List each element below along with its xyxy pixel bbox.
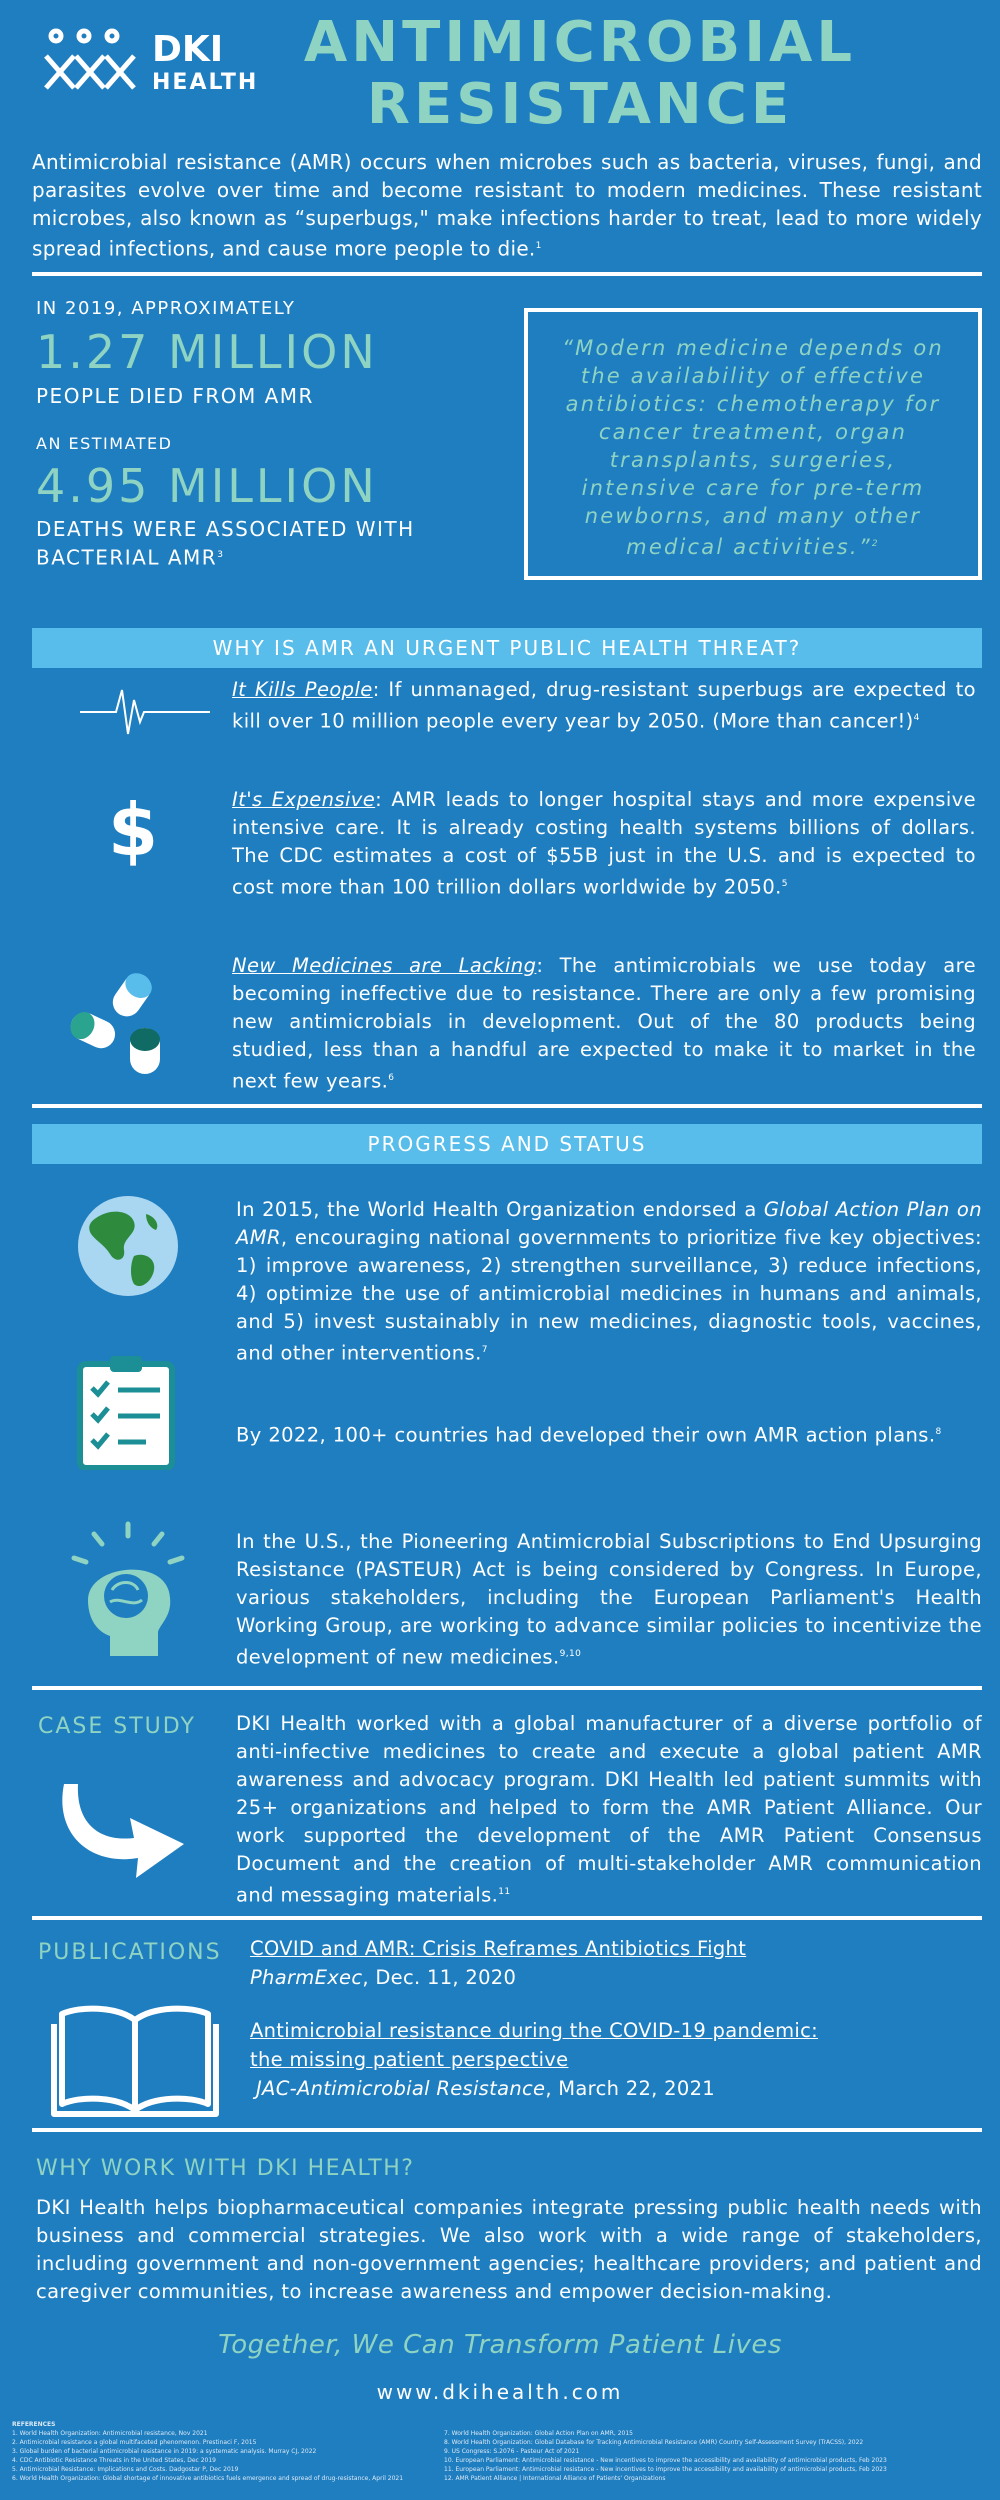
reference-item: 1. World Health Organization: Antimicrobial resistance, Nov 2021	[12, 2430, 208, 2437]
reference-item: 12. AMR Patient Alliance | International Alliance of Patients' Organizations	[444, 2475, 666, 2482]
section-heading-threat: WHY IS AMR AN URGENT PUBLIC HEALTH THREAT?	[32, 628, 982, 668]
section-heading-progress: PROGRESS AND STATUS	[32, 1124, 982, 1164]
logo	[40, 28, 259, 98]
website-link[interactable]: www.dkihealth.com	[376, 2380, 624, 2404]
threat-item-medicines: New Medicines are Lacking: The antimicrobials we use today are becoming ineffective due to resistance. There are only a few promising new antimicrobials in development. Out of the 80 products being studied, less than a handful are expected to make it to market in the next few years.$^6$	[232, 954, 976, 1093]
publication-source-1: PharmExec, Dec. 11, 2020	[250, 1966, 517, 1989]
page-title	[300, 12, 860, 136]
title-line-2: RESISTANCE	[366, 72, 794, 137]
why-text: DKI Health helps biopharmaceutical companies integrate pressing public health needs with business and commercial strategies. We also work with a wide range of stakeholders, including government and non-government agencies; healthcare providers; and patient and caregiver communities, to increase awareness and empower decision-making.	[36, 2196, 982, 2303]
progress-item-global-action-plan: In 2015, the World Health Organization endorsed a Global Action Plan on AMR, encouraging national governments to prioritize five key objectives: 1) improve awareness, 2) strengthen surveillance, 3) reduce infections, 4) optimize the use of antimicrobial medicines in humans and animals, and 5) invest sustainably in new medicines, diagnostic tools, vaccines, and other interventions.$^7$	[236, 1198, 982, 1365]
divider	[32, 1916, 982, 1920]
reference-item: 11. European Parliament: Antimicrobial resistance - New incentives to improve the accessibility and availability of antimicrobial products, Feb 2023	[444, 2466, 887, 2473]
logo-text-health: HEALTH	[152, 70, 259, 95]
reference-item: 3. Global burden of bacterial antimicrobial resistance in 2019: a systematic analysis. Murray CJ, 2022	[12, 2448, 317, 2455]
tagline: Together, We Can Transform Patient Lives	[218, 2330, 782, 2360]
references-left	[12, 2420, 442, 2483]
checklist-icon	[76, 1354, 176, 1470]
divider	[32, 2128, 982, 2132]
stat-value-2: 4.95 MILLION	[36, 459, 378, 513]
threat-item-expensive: It's Expensive: AMR leads to longer hospital stays and more expensive intensive care. It is already costing health systems billions of dollars. The CDC estimates a cost of $55B just in the U.S. and is expected to cost more than 100 trillion dollars worldwide by 2050.$^5$	[232, 788, 976, 899]
globe-icon	[76, 1194, 180, 1298]
progress-item-pasteur-act: In the U.S., the Pioneering Antimicrobial Subscriptions to End Upsurging Resistance (PASTEUR) Act is being considered by Congress. In Europe, various stakeholders, including the European Parliament's Health Working Group, are working to advance similar policies to incentivize the development of new medicines.$^{9,10}$	[236, 1530, 982, 1669]
section-heading-publications: PUBLICATIONS	[38, 1940, 222, 1965]
reference-item: 7. World Health Organization: Global Action Plan on AMR, 2015	[444, 2430, 633, 2437]
reference-item: 4. CDC Antibiotic Resistance Threats in the United States, Dec 2019	[12, 2457, 216, 2464]
progress-item-action-plans: By 2022, 100+ countries had developed their own AMR action plans.$^8$	[236, 1423, 942, 1447]
reference-item: 9. US Congress: S.2076 - Pasteur Act of 2021	[444, 2448, 580, 2455]
publication-item-1[interactable]	[250, 1934, 980, 1992]
publication-source-2: JAC-Antimicrobial Resistance, March 22, 2021	[256, 2077, 715, 2100]
curved-arrow-icon	[50, 1774, 190, 1884]
head-brain-icon	[64, 1520, 194, 1660]
stat-desc-1: PEOPLE DIED FROM AMR	[36, 384, 314, 408]
title-line-1: ANTIMICROBIAL	[303, 10, 857, 75]
quote-text: “Modern medicine depends on the availability of effective antibiotics: chemotherapy for cancer treatment, organ transplants, surgeries, intensive care for pre-term newborns, and many other medical activities.”$^2$	[562, 336, 944, 559]
stat-value-1: 1.27 MILLION	[36, 325, 378, 379]
section-heading-case-study: CASE STUDY	[38, 1714, 196, 1739]
reference-item: 5. Antimicrobial Resistance: Implications and Costs. Dadgostar P, Dec 2019	[12, 2466, 239, 2473]
dollar-icon: $	[107, 788, 159, 872]
case-study-text: DKI Health worked with a global manufacturer of a diverse portfolio of anti-infective medicines to create and execute a global patient AMR awareness and advocacy program. DKI Health led patient summits with 25+ organizations and helped to form the AMR Patient Alliance. Our work supported the development of the AMR Patient Consensus Document and the creation of multi-stakeholder AMR communication and messaging materials.$^{11}$	[236, 1712, 982, 1907]
section-heading-why: WHY WORK WITH DKI HEALTH?	[36, 2156, 415, 2181]
stat-lead-1: IN 2019, APPROXIMATELY	[36, 298, 296, 319]
quote-box	[524, 308, 982, 580]
heartbeat-icon	[80, 682, 210, 742]
references-heading: REFERENCES	[12, 2421, 56, 2428]
stat-desc-2-line-1: DEATHS WERE ASSOCIATED WITH	[36, 517, 415, 541]
dna-logo-icon	[40, 28, 140, 98]
publication-item-2[interactable]	[250, 2016, 980, 2103]
stat-desc-2-line-2: BACTERIAL AMR$^3$	[36, 545, 225, 570]
publication-title-2-line-2[interactable]: the missing patient perspective	[250, 2048, 569, 2071]
open-book-icon	[50, 2000, 220, 2120]
reference-item: 2. Antimicrobial resistance a global multifaceted phenomenon. Prestinaci F, 2015	[12, 2439, 257, 2446]
threat-item-kills: It Kills People: If unmanaged, drug-resistant superbugs are expected to kill over 10 million people every year by 2050. (More than cancer!)$^4$	[232, 678, 977, 733]
stat-block-associated	[36, 432, 516, 571]
logo-text-dki: DKI	[152, 29, 224, 70]
divider	[32, 1104, 982, 1108]
reference-item: 8. World Health Organization: Global Database for Tracking Antimicrobial Resistance (AMR) Country Self-Assessment Survey (TrACSS), 2022	[444, 2439, 864, 2446]
pills-icon	[62, 970, 172, 1080]
reference-item: 6. World Health Organization: Global shortage of innovative antibiotics fuels emergence and spread of drug-resistance, April 2021	[12, 2475, 404, 2482]
publication-title-1[interactable]: COVID and AMR: Crisis Reframes Antibiotics Fight	[250, 1937, 747, 1960]
publication-title-2-line-1[interactable]: Antimicrobial resistance during the COVID-19 pandemic:	[250, 2019, 819, 2042]
divider	[32, 1686, 982, 1690]
references-right	[444, 2429, 994, 2483]
intro-paragraph: Antimicrobial resistance (AMR) occurs when microbes such as bacteria, viruses, fungi, and parasites evolve over time and become resistant to modern medicines. These resistant microbes, also known as “superbugs," make infections harder to treat, lead to more widely spread infections, and cause more people to die.$^1$	[32, 150, 982, 261]
stat-block-deaths	[36, 296, 516, 410]
reference-item: 10. European Parliament: Antimicrobial resistance - New incentives to improve the accessibility and availability of antimicrobial products, Feb 2023	[444, 2457, 887, 2464]
stat-lead-2: AN ESTIMATED	[36, 434, 173, 453]
divider	[32, 272, 982, 276]
